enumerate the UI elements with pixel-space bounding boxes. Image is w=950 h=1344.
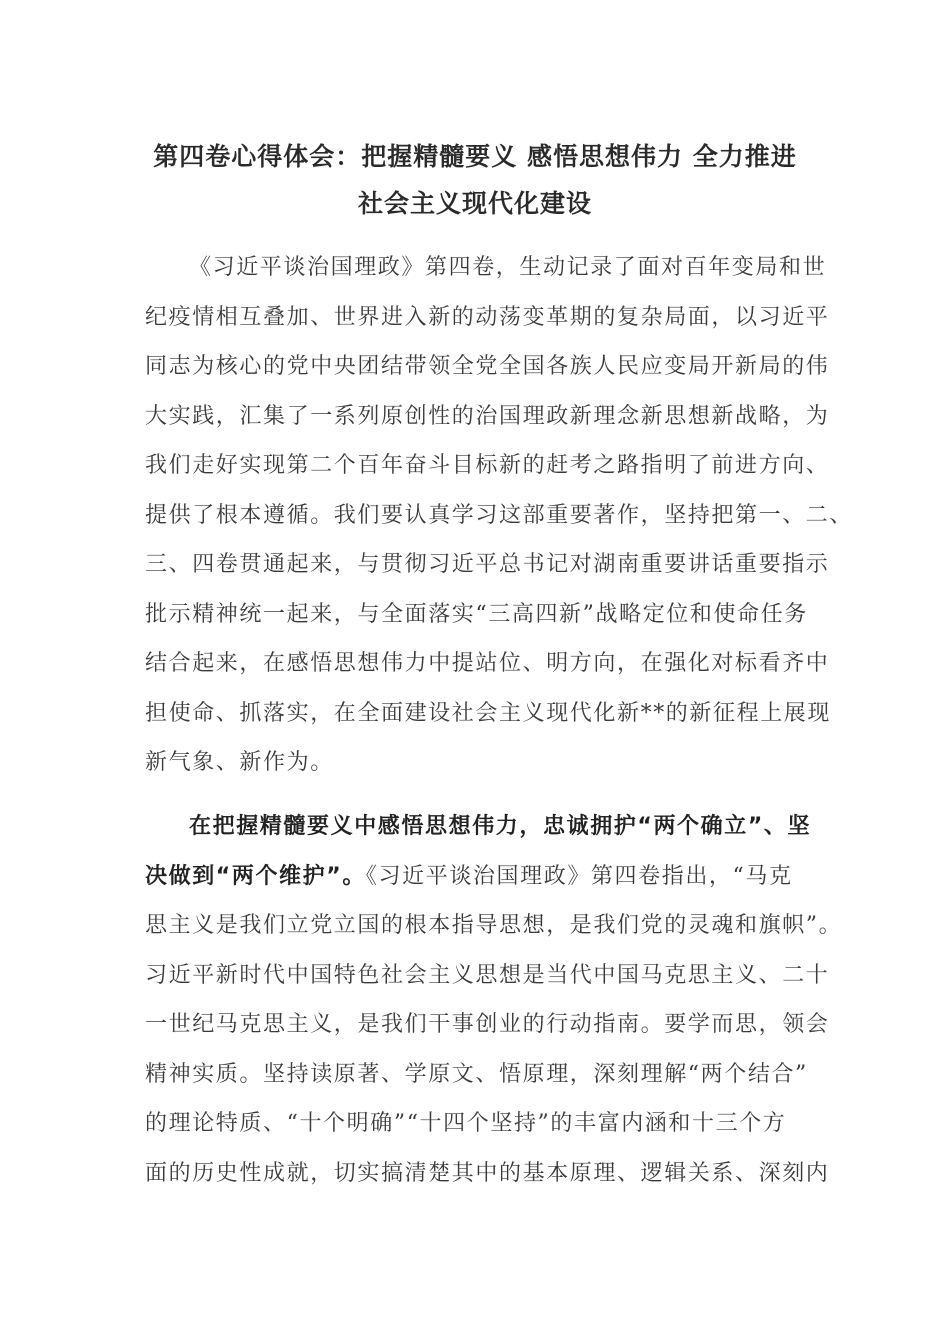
paragraph-line: 三、四卷贯通起来，与贯彻习近平总书记对湖南重要讲话重要指示 xyxy=(145,552,830,577)
document-title-line-1: 第四卷心得体会：把握精髓要义 感悟思想伟力 全力推进 xyxy=(153,142,797,171)
paragraph-line: 《习近平谈治国理政》第四卷，生动记录了面对百年变局和世 xyxy=(189,255,827,280)
paragraph-line: 同志为核心的党中央团结带领全党全国各族人民应变局开新局的伟 xyxy=(145,354,830,379)
section-heading-tail: 决做到“两个维护”。 xyxy=(145,863,366,889)
paragraph-line: 新气象、新作为。 xyxy=(145,750,334,775)
paragraph-line: 一世纪马克思主义，是我们干事创业的行动指南。要学而思，领会 xyxy=(145,1012,830,1037)
paragraph-line: 习近平新时代中国特色社会主义思想是当代中国马克思主义、二十 xyxy=(145,962,830,988)
paragraph-line: 提供了根本遵循。我们要认真学习这部重要著作，坚持把第一、二、 xyxy=(145,502,854,528)
paragraph-line-rest: 《习近平谈治国理政》第四卷指出，“马克 xyxy=(365,863,793,889)
paragraph-line: 我们走好实现第二个百年奋斗目标新的赶考之路指明了前进方向、 xyxy=(145,453,830,478)
paragraph-line: 的理论特质、“十个明确”“十四个坚持”的丰富内涵和十三个方 xyxy=(145,1111,787,1136)
paragraph-line: 思主义是我们立党立国的根本指导思想，是我们党的灵魂和旗帜”。 xyxy=(145,913,843,938)
paragraph-line: 大实践，汇集了一系列原创性的治国理政新理念新思想新战略，为 xyxy=(145,403,830,429)
paragraph-line: 精神实质。坚持读原著、学原文、悟原理，深刻理解“两个结合” xyxy=(145,1061,808,1087)
paragraph-line: 结合起来，在感悟思想伟力中提站位、明方向，在强化对标看齐中 xyxy=(145,651,830,676)
paragraph-line: 纪疫情相互叠加、世界进入新的动荡变革期的复杂局面，以习近平 xyxy=(145,304,830,330)
section-heading-line: 在把握精髓要义中感悟思想伟力，忠诚拥护“两个确立”、坚 xyxy=(189,814,812,839)
paragraph-line xyxy=(145,852,835,902)
paragraph-line: 批示精神统一起来，与全面落实“三高四新”战略定位和使命任务 xyxy=(145,601,808,627)
paragraph-2 xyxy=(145,802,843,1198)
document-title-line-2: 社会主义现代化建设 xyxy=(357,189,592,218)
paragraph-line: 面的历史性成就，切实搞清楚其中的基本原理、逻辑关系、深刻内 xyxy=(145,1160,830,1186)
paragraph-1 xyxy=(145,243,854,788)
paragraph-line: 担使命、抓落实，在全面建设社会主义现代化新**的新征程上展现 xyxy=(145,700,832,726)
